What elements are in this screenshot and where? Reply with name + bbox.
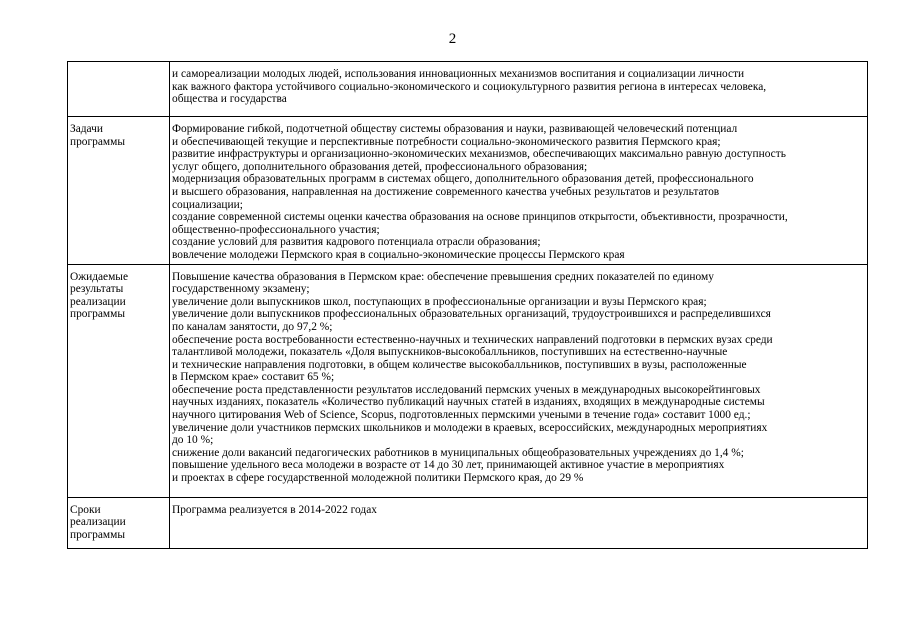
content-line: модернизация образовательных программ в системах общего, дополнительного образования детей, профессионального (172, 173, 754, 186)
row-label-line: реализации (70, 516, 126, 529)
content-line: и самореализации молодых людей, использования инновационных механизмов воспитания и социализации личности (172, 68, 745, 80)
content-line: снижение доли вакансий педагогических работников в муниципальных общеобразовательных учреждениях до 1,4 %; (172, 446, 744, 459)
content-line: в Пермском крае» составит 65 %; (172, 371, 335, 384)
row-label-cell (68, 62, 170, 117)
content-line: и технические направления подготовки, в общем количестве высокобалльников, поступивших в вузы, расположенные (172, 358, 747, 371)
content-line: обеспечение роста представленности результатов исследований пермских ученых в международных высокорейтинговых (172, 383, 761, 396)
row-label-line: Сроки (70, 503, 101, 516)
content-line: Повышение качества образования в Пермском крае: обеспечение превышения средних показателей по единому (172, 270, 714, 283)
content-line: научного цитирования Web of Science, Scopus, подготовленных пермскими учеными в течение года» составит 1000 ед.; (172, 409, 751, 422)
row-label-cell (68, 264, 170, 497)
row-label-line: реализации (70, 295, 126, 308)
content-line: талантливой молодежи, показатель «Доля выпускников-высокобалльников, поступивших на естественно-научные (172, 346, 728, 359)
row-content-cell (170, 264, 868, 497)
content-line: услуг общего, дополнительного образования детей, профессионального образования; (172, 160, 588, 173)
content-line: научных изданиях, показатель «Количество публикаций научных статей в изданиях, входящих в международные системы (172, 396, 765, 409)
table-body (68, 62, 868, 549)
content-line: общественно-профессионального участия; (172, 223, 380, 236)
content-line: по каналам занятости, до 97,2 %; (172, 320, 333, 333)
content-line: увеличение доли участников пермских школьников и молодежи в краевых, всероссийских, международных мероприятиях (172, 421, 768, 434)
program-passport-table (67, 61, 868, 549)
row-label-line: Ожидаемые (70, 270, 129, 283)
content-line: Формирование гибкой, подотчетной обществу системы образования и науки, развивающей человеческий потенциал (172, 123, 738, 135)
row-label-cell (68, 497, 170, 548)
content-line: создание современной системы оценки качества образования на основе принципов открытости, объективности, прозрачности, (172, 211, 788, 224)
row-label-line: программы (70, 135, 125, 148)
content-line: общества и государства (172, 93, 287, 106)
content-line: до 10 %; (172, 434, 214, 447)
content-line: и проектах в сфере государственной молодежной политики Пермского края, до 29 % (172, 472, 584, 485)
row-content-cell (170, 117, 868, 265)
content-line: и высшего образования, направленная на достижение современного качества учебных результатов и результатов (172, 185, 720, 198)
content-line: увеличение доли выпускников школ, поступающих в профессиональные организации и вузы Пермского края; (172, 295, 707, 308)
content-line: и обеспечивающей текущие и перспективные потребности социально-экономического развития Пермского края; (172, 135, 721, 148)
row-label-line: результаты (70, 283, 124, 296)
content-line: увеличение доли выпускников профессиональных образовательных организаций, трудоустроившихся и распределившихся (172, 308, 771, 321)
table-row (68, 117, 868, 265)
table-row (68, 497, 868, 548)
content-line: государственному экзамену; (172, 283, 310, 296)
page-number: 2 (448, 31, 457, 47)
content-line: как важного фактора устойчивого социально-экономического и социокультурного развития региона в интересах человека, (172, 80, 767, 93)
content-line: развитие инфраструктуры и организационно-экономических механизмов, обеспечивающих максимально равную доступность (172, 148, 786, 161)
content-line: Программа реализуется в 2014-2022 годах (172, 503, 377, 516)
row-content-cell (170, 62, 868, 117)
table-row (68, 62, 868, 117)
row-label-line: программы (70, 528, 125, 541)
row-content-cell (170, 497, 868, 548)
content-line: повышение удельного веса молодежи в возрасте от 14 до 30 лет, принимающей активное участие в мероприятиях (172, 459, 725, 472)
table-row (68, 264, 868, 497)
content-line: создание условий для развития кадрового потенциала отрасли образования; (172, 236, 541, 249)
content-line: социализации; (172, 198, 243, 211)
row-label-cell (68, 117, 170, 265)
row-label-line: программы (70, 308, 125, 321)
content-line: вовлечение молодежи Пермского края в социально-экономические процессы Пермского края (172, 248, 625, 261)
row-label-line: Задачи (70, 123, 103, 135)
content-line: обеспечение роста востребованности естественно-научных и технических направлений подготовки в пермских вузах среди (172, 333, 773, 346)
